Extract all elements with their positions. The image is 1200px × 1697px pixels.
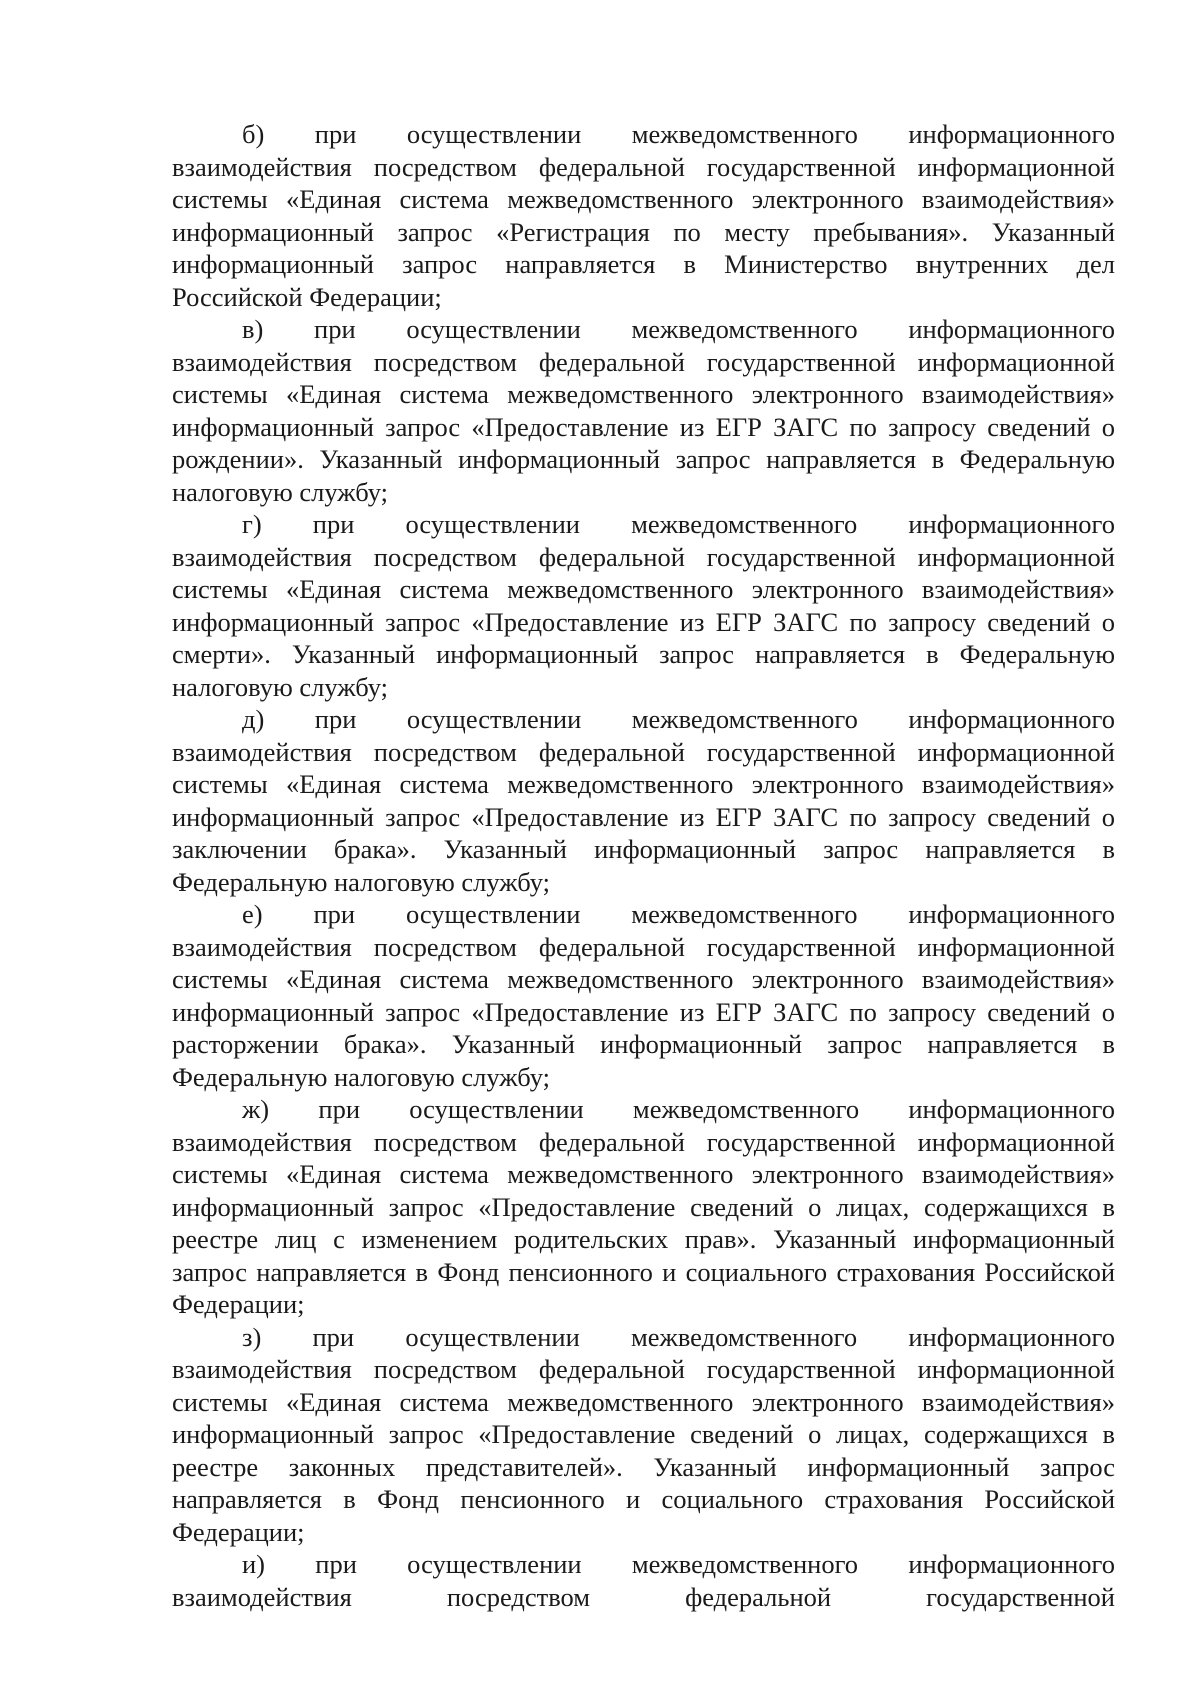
- paragraph-e: е) при осуществлении межведомственного информационного взаимодействия посредством федеральной государственной информационной системы «Единая система межведомственного электронного взаимодействия» информационный запрос «Предоставление из ЕГР ЗАГС по запросу сведений о расторжении брака». Указанный информационный запрос направляется в Федеральную налоговую службу;: [172, 899, 1115, 1092]
- paragraph-d: д) при осуществлении межведомственного информационного взаимодействия посредством федеральной государственной информационной системы «Единая система межведомственного электронного взаимодействия» информационный запрос «Предоставление из ЕГР ЗАГС по запросу сведений о заключении брака». Указанный информационный запрос направляется в Федеральную налоговую службу;: [172, 704, 1115, 897]
- paragraph-i: и) при осуществлении межведомственного информационного взаимодействия посредством федеральной государственной: [172, 1549, 1115, 1612]
- document-body: [172, 118, 1115, 1613]
- paragraph-b: б) при осуществлении межведомственного информационного взаимодействия посредством федеральной государственной информационной системы «Единая система межведомственного электронного взаимодействия» информационный запрос «Регистрация по месту пребывания». Указанный информационный запрос направляется в Министерство внутренних дел Российской Федерации;: [172, 119, 1115, 312]
- paragraph-v: в) при осуществлении межведомственного информационного взаимодействия посредством федеральной государственной информационной системы «Единая система межведомственного электронного взаимодействия» информационный запрос «Предоставление из ЕГР ЗАГС по запросу сведений о рождении». Указанный информационный запрос направляется в Федеральную налоговую службу;: [172, 314, 1115, 507]
- paragraph-zh: ж) при осуществлении межведомственного информационного взаимодействия посредством федеральной государственной информационной системы «Единая система межведомственного электронного взаимодействия» информационный запрос «Предоставление сведений о лицах, содержащихся в реестре лиц с изменением родительских прав». Указанный информационный запрос направляется в Фонд пенсионного и социального страхования Российской Федерации;: [172, 1094, 1115, 1319]
- paragraph-g: г) при осуществлении межведомственного информационного взаимодействия посредством федеральной государственной информационной системы «Единая система межведомственного электронного взаимодействия» информационный запрос «Предоставление из ЕГР ЗАГС по запросу сведений о смерти». Указанный информационный запрос направляется в Федеральную налоговую службу;: [172, 509, 1115, 702]
- paragraph-z: з) при осуществлении межведомственного информационного взаимодействия посредством федеральной государственной информационной системы «Единая система межведомственного электронного взаимодействия» информационный запрос «Предоставление сведений о лицах, содержащихся в реестре законных представителей». Указанный информационный запрос направляется в Фонд пенсионного и социального страхования Российской Федерации;: [172, 1321, 1115, 1547]
